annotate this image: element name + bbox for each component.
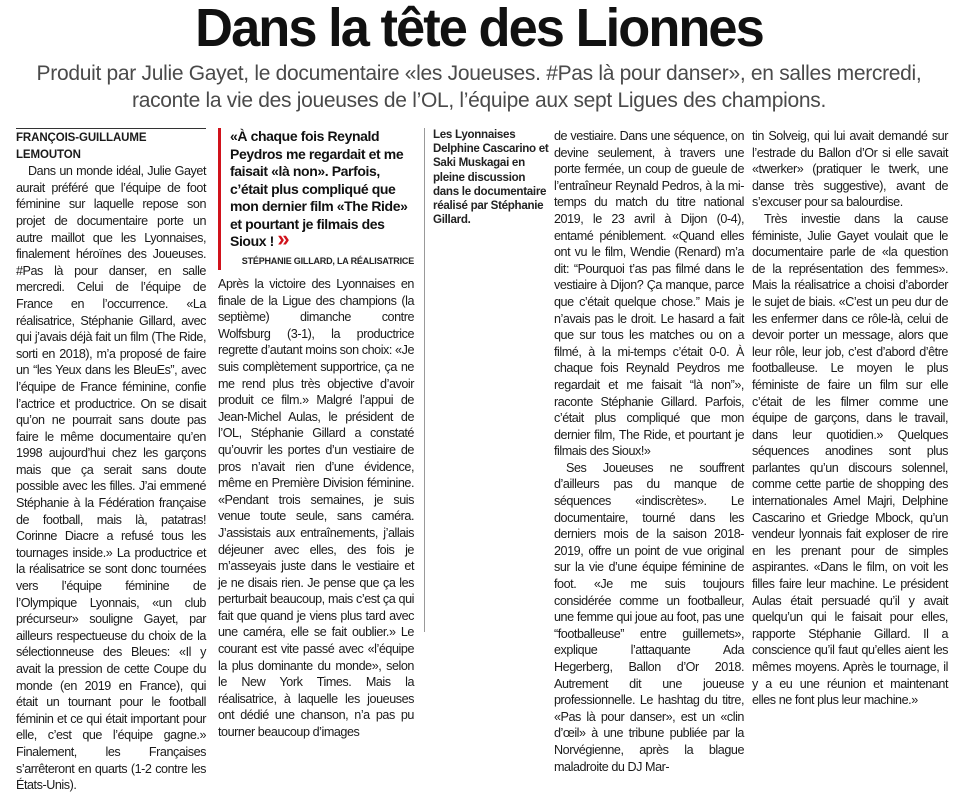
column-3-paragraph-1: de vestiaire. Dans une séquence, on devine seulement, à travers une porte fermée, un coup de gueule de l’entraîneur Reynald Pedros, à la mi-temps du match du titre national 2019, le 23 avril à Dijon (0-4), entamé péniblement. «Quand elles ont vu le film, Wendie (Renard) m’a dit: “Pourquoi t’as pas filmé dans le vestiaire à Dijon? Ça manque, parce que c’était quelque chose.” Mais je n’avais pas le droit. Le hasard a fait que sur tous les matches ou on a filmé, à la mi-temps c’était 0-0. À chaque fois Reynald Peydros me regardait et me faisait “là non”», raconte Stéphanie Gillard. Parfois, c’était plus compliqué que mon dernier film, The Ride, et pourtant je filmais des Sioux!» — [554, 129, 744, 459]
article-column-2 — [218, 128, 414, 740]
column-3-paragraph-2: Ses Joueuses ne souffrent d’ailleurs pas du manque de séquences «indiscrètes». Le documentaire, tourné dans les derniers mois de la saison 2018-2019, offre un point de vue original sur la vie d’une équipe féminine de foot. «Je me suis toujours considérée comme un footballeur, une femme qui joue au foot, pas une “footballeuse” entre guillemets», explique l’attaquante Ada Hegerberg, Ballon d’Or 2018. Autrement dit une joueuse professionnelle. Le hashtag du titre, «Pas là pour danser», est un «clin d’œil» à une tribune publiée par la Norvégienne, après la blague maladroite du DJ Mar- — [554, 460, 744, 774]
pull-quote-source: STÉPHANIE GILLARD, LA RÉALISATRICE — [241, 255, 414, 266]
pull-quote-text: «À chaque fois Reynald Peydros me regardait et me faisait «là non». Parfois, c’était plus compliqué que mon dernier film «The Ride» et pourtant je filmais des Sioux ! — [230, 128, 408, 249]
column-1-paragraph-1: Dans un monde idéal, Julie Gayet aurait préféré que l’équipe de foot féminine sur laquelle repose son projet de documentaire porte un autre maillot que les Lyonnaises, finalement héroïnes des Joueuses. #Pas là pour danser, en salle mercredi. Celui de l’équipe de France en l’occurrence. «La réalisatrice, Stéphanie Gillard, avec qui j’avais déjà fait un film (The Ride, sorti en 2018), m’a proposé de faire un “les Yeux dans les BleuEs”, avec l’équipe de France féminine, confie l’actrice et productrice. On se disait qu’on ne pourrait sans doute pas faire le même documentaire qu’en 1998 aujourd’hui chez les garçons mais que ça serait sans doute possible avec les filles. J’ai emmené Stéphanie à la Fédération française de football, mais là, patatras! Corinne Diacre a refusé tous les tournages inside.» La productrice et la réalisatrice se sont donc tournées vers l’équipe féminine de l’Olympique Lyonnais, «un club précurseur» souligne Gayet, par ailleurs respectueuse du choix de la sélectionneuse des Bleues: «Il y avait la pression de cette Coupe du monde (en 2019 en France), qui était un tournant pour le football féminin et ce qui était important pour elle, c’est que l’équipe gagne.» Finalement, les Françaises s’arrêteront en quarts (1-2 contre les États-Unis). — [16, 164, 206, 793]
column-2-paragraph-1: Après la victoire des Lyonnaises en finale de la Ligue des champions (la septième) dimanche contre Wolfsburg (3-1), la productrice regrette d’autant moins son choix: «Je suis complètement supportrice, ça ne me rend plus très objective d’avoir produit ce film.» Malgré l’appui de Jean-Michel Aulas, le président de l’OL, Stéphanie Gillard a constaté qu’ouvrir les portes d’un vestiaire de pros n’avait rien d’une évidence, même en Première Division féminine. «Pendant trois semaines, je suis venue toute seule, sans caméra. J’assistais aux entraînements, j’allais déjeuner avec elles, des fois je m’asseyais juste dans le vestiaire et je ne disais rien. Je pense que ça les perturbait beaucoup, mais c’est ça qui fait que quand je viens plus tard avec une caméra, elle se fait oublier.» Le courant est vite passé avec «l’équipe la plus dominante du monde», selon le New York Times. Mais la réalisatrice, à laquelle les joueuses ont dédié une chanson, n’a pas pu tourner beaucoup d’images — [218, 277, 414, 740]
photo-caption: Les Lyonnaises Delphine Cascarino et Saki Muskagai en pleine discussion dans le documentaire réalisé par Stéphanie Gillard. — [424, 128, 551, 632]
headline: Dans la tête des Lionnes — [195, 0, 763, 58]
column-4-paragraph-2: Très investie dans la cause féministe, Julie Gayet voulait que le documentaire parle de «la question de la représentation des femmes». Mais la réalisatrice a choisi d’aborder le sujet de biais. «C’est un peu dur de les enfermer dans ce rôle-là, celui de devoir porter un message, alors que leur rôle, leur job, c’est d’abord d’être footballeuse. Le moyen le plus féministe de faire un film sur elle c’était de les filmer comme une équipe de garçons, dans le travail, dans leur quotidien.» Quelques séquences anodines sont plus parlantes qu’un discours solennel, comme cette partie de shopping des internationales Amel Majri, Delphine Cascarino et Griedge Mbock, qu’un vendeur lyonnais fait exploser de rire en les prenant pour de simples aspirantes. «Dans le film, on voit les filles faire leur machine. Le président Aulas était persuadé qu’il y avait quelqu’un qui le faisait pour elles, rapporte Stéphanie Gillard. Il a conscience qu’il faut qu’elles aient les mêmes moyens. Après le tournage, il y a eu une réunion et maintenant elles ne font plus leur machine.» — [752, 211, 948, 708]
pull-quote — [218, 128, 414, 270]
article-column-4 — [752, 128, 948, 708]
article-column-3 — [554, 128, 744, 774]
column-4-paragraph-1: tin Solveig, qui lui avait demandé sur l’estrade du Ballon d’Or si elle savait «twerker» (pratiquer le twerk, une danse très suggestive), avant de s’excuser pour sa balourdise. — [752, 129, 948, 210]
pull-quote-close-mark: » — [277, 226, 290, 251]
standfirst: Produit par Julie Gayet, le documentaire «les Joueuses. #Pas là pour danser», en salles mercredi, raconte la vie des joueuses de l’OL, l’équipe aux sept Ligues des champions. — [36, 62, 922, 112]
byline: FRANÇOIS-GUILLAUME LEMOUTON — [16, 128, 206, 163]
article-column-1 — [16, 128, 206, 793]
